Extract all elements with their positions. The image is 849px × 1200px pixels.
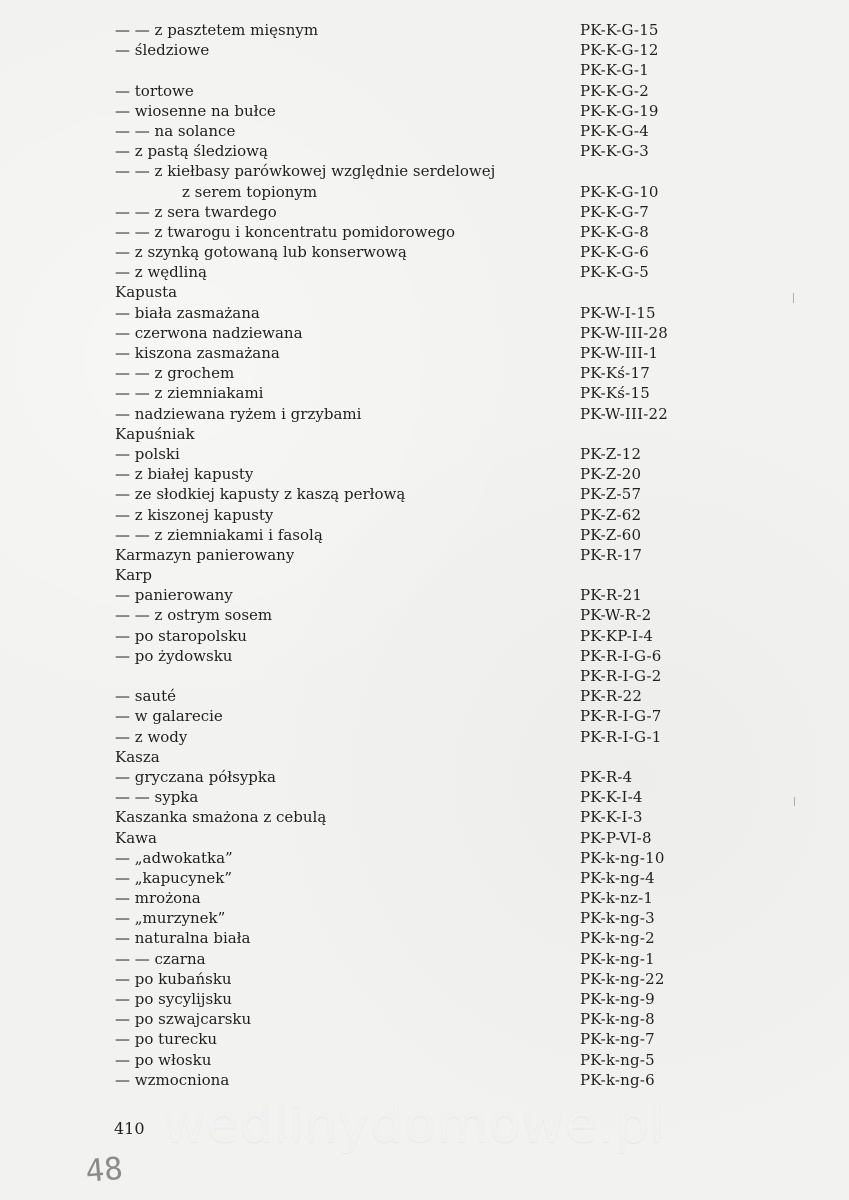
index-entry <box>115 585 755 605</box>
index-entry <box>115 323 755 343</box>
entry-term: — kiszona zasmażana <box>115 344 280 362</box>
entry-term: — mrożona <box>115 889 201 908</box>
entry-term: Karp <box>115 566 152 585</box>
handwritten-page-note: 48 <box>84 1150 125 1190</box>
index-entry <box>115 20 755 40</box>
entry-term: — w galarecie <box>115 707 223 726</box>
entry-term: — po sycylijsku <box>115 990 232 1008</box>
index-entry <box>115 787 755 807</box>
entry-code: PK-P-VI-8 <box>580 828 652 847</box>
entry-term: — nadziewana ryżem i grzybami <box>115 404 362 423</box>
entry-code: PK-k-ng-5 <box>580 1050 655 1069</box>
index-entry <box>115 101 755 121</box>
entry-code: PK-k-ng-6 <box>580 1070 655 1089</box>
index-entry <box>115 1050 755 1070</box>
index-entry <box>115 282 755 302</box>
entry-term: — wiosenne na bułce <box>115 101 276 120</box>
entry-term: — po szwajcarsku <box>115 1010 252 1029</box>
entry-code: PK-K-G-15 <box>580 21 659 39</box>
entry-code: PK-R-22 <box>580 687 643 706</box>
entry-term: — — z grochem <box>115 364 235 383</box>
entry-term: — „murzynek” <box>115 909 226 928</box>
entry-code: PK-Z-60 <box>580 525 642 544</box>
entry-code: PK-R-21 <box>580 586 643 605</box>
index-entry <box>115 666 755 686</box>
index-entry <box>115 989 755 1009</box>
index-entry <box>115 505 755 525</box>
entry-term: — — z pasztetem mięsnym <box>115 21 319 39</box>
index-entry <box>115 969 755 989</box>
entry-term: — wzmocniona <box>115 1070 230 1089</box>
index-entry <box>115 727 755 747</box>
entry-code: PK-R-4 <box>580 767 633 786</box>
entry-term: — — z ziemniakami i fasolą <box>115 525 323 544</box>
entry-code: PK-K-G-19 <box>580 101 659 120</box>
index-entry <box>115 60 755 80</box>
entry-term: — sauté <box>115 687 176 706</box>
entry-term: — po staropolsku <box>115 626 247 645</box>
entry-code: PK-KP-I-4 <box>580 626 654 645</box>
entry-code: PK-K-G-3 <box>580 142 649 161</box>
entry-term: — ze słodkiej kapusty z kaszą perłową <box>115 485 406 504</box>
index-entry <box>115 928 755 948</box>
entry-term: Kapusta <box>115 283 178 302</box>
entry-code: PK-K-G-12 <box>580 41 659 60</box>
entry-term: — z kiszonej kapusty <box>115 505 274 524</box>
index-entry <box>115 262 755 282</box>
entry-term: — — z ostrym sosem <box>115 606 273 625</box>
right-margin-mark <box>793 293 794 303</box>
entry-term: — po kubańsku <box>115 969 232 988</box>
entry-term: Kapuśniak <box>115 424 195 443</box>
index-entry <box>115 706 755 726</box>
entry-term: — z szynką gotowaną lub konserwową <box>115 243 407 262</box>
index-entry <box>115 444 755 464</box>
entry-code: PK-W-III-28 <box>580 323 668 342</box>
index-entry <box>115 1070 755 1090</box>
index-entry <box>115 888 755 908</box>
entry-term: — — na solance <box>115 121 236 140</box>
entry-code: PK-K-G-10 <box>580 182 659 201</box>
index-entry <box>115 343 755 363</box>
entry-code: PK-R-I-G-1 <box>580 727 662 746</box>
index-entry <box>115 202 755 222</box>
entry-term: — — z sera twardego <box>115 202 277 221</box>
entry-term: — biała zasmażana <box>115 303 260 322</box>
index-entry <box>115 363 755 383</box>
index-entry <box>115 1029 755 1049</box>
entry-code: PK-R-I-G-2 <box>580 667 662 685</box>
index-entry <box>115 383 755 403</box>
entry-code: PK-K-G-2 <box>580 81 649 100</box>
entry-term: — panierowany <box>115 586 233 605</box>
index-entry <box>115 242 755 262</box>
entry-term: — z białej kapusty <box>115 465 254 484</box>
watermark: wedlinydomowe.pl <box>163 1095 665 1155</box>
index-entry <box>115 121 755 141</box>
entry-term: — po żydowsku <box>115 646 233 665</box>
entry-code: PK-K-G-1 <box>580 61 649 80</box>
index-entry <box>115 484 755 504</box>
index-entry <box>115 686 755 706</box>
entry-code: PK-Z-57 <box>580 485 642 504</box>
entry-term: — — czarna <box>115 949 206 968</box>
entry-term: — z wędliną <box>115 263 207 282</box>
index-entry <box>115 141 755 161</box>
entry-term: Kaszanka smażona z cebulą <box>115 808 327 827</box>
index-entry <box>115 565 755 585</box>
index-entry <box>115 464 755 484</box>
entry-term: Kawa <box>115 828 157 847</box>
entry-term: Karmazyn panierowany <box>115 545 295 564</box>
entry-code: PK-k-ng-1 <box>580 949 655 968</box>
entry-code: PK-k-ng-3 <box>580 909 655 928</box>
index-entry <box>115 222 755 242</box>
index-entry <box>115 949 755 969</box>
page-number: 410 <box>114 1119 145 1138</box>
entry-code: PK-k-ng-10 <box>580 848 665 867</box>
entry-code: PK-K-I-3 <box>580 808 643 827</box>
index-entry <box>115 404 755 424</box>
entry-term: — — z twarogu i koncentratu pomidorowego <box>115 222 455 241</box>
right-margin-mark-lower <box>794 797 795 806</box>
index-entry <box>115 182 755 202</box>
entry-code: PK-K-G-5 <box>580 263 649 282</box>
index-entry <box>115 848 755 868</box>
entry-term: — — z ziemniakami <box>115 384 264 403</box>
entry-code: PK-Z-20 <box>580 465 642 484</box>
entry-code: PK-k-ng-7 <box>580 1030 655 1049</box>
entry-code: PK-k-ng-2 <box>580 929 655 948</box>
entry-code: PK-K-G-8 <box>580 222 649 241</box>
entry-term: — tortowe <box>115 81 194 100</box>
index-entry <box>115 545 755 565</box>
entry-term: — naturalna biała <box>115 929 251 948</box>
entry-term: — „adwokatka” <box>115 848 233 867</box>
entry-term: — — sypka <box>115 788 199 807</box>
entry-term: — po turecku <box>115 1030 218 1049</box>
index-entry <box>115 828 755 848</box>
entry-code: PK-R-I-G-7 <box>580 707 662 726</box>
recipe-index <box>115 20 755 1090</box>
entry-code: PK-Kś-15 <box>580 384 650 403</box>
entry-code: PK-W-I-15 <box>580 303 656 322</box>
entry-term: — z wody <box>115 727 188 746</box>
entry-code: PK-k-nz-1 <box>580 889 654 908</box>
index-entry <box>115 424 755 444</box>
entry-term: — po włosku <box>115 1050 212 1069</box>
entry-code: PK-k-ng-22 <box>580 969 665 988</box>
entry-code: PK-K-G-6 <box>580 243 649 262</box>
index-entry <box>115 767 755 787</box>
entry-code: PK-Kś-17 <box>580 364 650 383</box>
entry-code: PK-W-III-22 <box>580 404 668 423</box>
index-entry <box>115 303 755 323</box>
index-entry <box>115 807 755 827</box>
index-entry <box>115 868 755 888</box>
entry-code: PK-R-I-G-6 <box>580 646 662 665</box>
entry-term: z serem topionym <box>182 182 318 201</box>
index-entry <box>115 161 755 181</box>
index-entry <box>115 747 755 767</box>
entry-term: — czerwona nadziewana <box>115 323 303 342</box>
entry-term: — gryczana półsypka <box>115 767 276 786</box>
entry-term: — polski <box>115 444 180 463</box>
index-entry <box>115 40 755 60</box>
entry-code: PK-R-17 <box>580 545 643 564</box>
index-entry <box>115 646 755 666</box>
index-entry <box>115 525 755 545</box>
entry-code: PK-Z-12 <box>580 444 642 463</box>
entry-code: PK-k-ng-9 <box>580 990 655 1008</box>
index-entry <box>115 626 755 646</box>
entry-code: PK-k-ng-4 <box>580 868 655 887</box>
entry-code: PK-K-G-4 <box>580 121 649 140</box>
index-entry <box>115 605 755 625</box>
entry-term: — „kapucynek” <box>115 868 233 887</box>
index-entry <box>115 908 755 928</box>
entry-term: Kasza <box>115 747 160 766</box>
entry-code: PK-W-R-2 <box>580 606 652 625</box>
entry-term: — — z kiełbasy parówkowej względnie serdelowej <box>115 162 496 181</box>
index-entry <box>115 81 755 101</box>
index-entry <box>115 1009 755 1029</box>
entry-code: PK-K-G-7 <box>580 202 649 221</box>
entry-code: PK-Z-62 <box>580 505 642 524</box>
entry-term: — śledziowe <box>115 41 210 60</box>
entry-code: PK-K-I-4 <box>580 788 643 807</box>
entry-code: PK-k-ng-8 <box>580 1010 655 1029</box>
entry-code: PK-W-III-1 <box>580 344 659 362</box>
entry-term: — z pastą śledziową <box>115 142 268 161</box>
